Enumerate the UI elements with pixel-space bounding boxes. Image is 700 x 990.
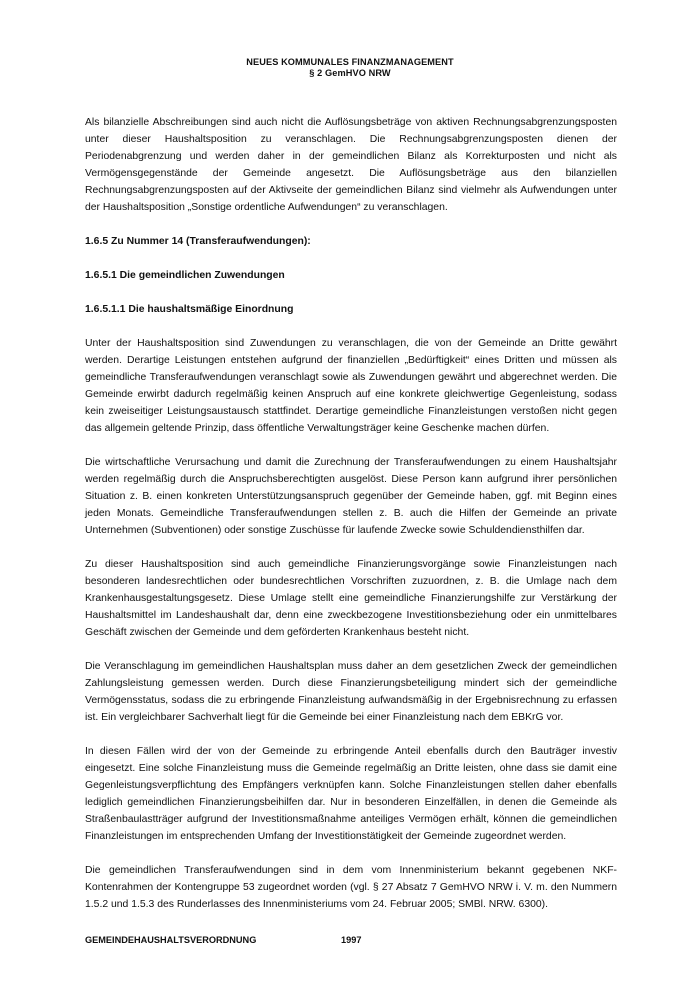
header-section: § 2 GemHVO NRW — [309, 68, 391, 78]
document-body — [85, 114, 617, 930]
header-title: NEUES KOMMUNALES FINANZMANAGEMENT — [246, 57, 454, 67]
heading-section-1-6-5-1: 1.6.5.1 Die gemeindlichen Zuwendungen — [85, 270, 285, 281]
paragraph-2: Die wirtschaftliche Verursachung und damit die Zurechnung der Transferaufwendungen zu einem Haushaltsjahr werden regelmäßig durch die Anspruchsberechtigten ausgelöst. Diese Person kann aufgrund ihrer persönlichen Situation z. B. einen konkreten Unterstützungsanspruch gegenüber der Gemeinde haben, ggf. mit Beginn eines jeden Monats. Gemeindliche Transferaufwendungen stellen z. B. auch die Hilfen der Gemeinde an private Unternehmen (Subventionen) oder sonstige Zuschüsse für laufende Zwecke sowie Schuldendiensthilfen dar. — [85, 457, 617, 536]
footer-title: GEMEINDEHAUSHALTSVERORDNUNG — [85, 935, 257, 945]
paragraph-4: Die Veranschlagung im gemeindlichen Haushaltsplan muss daher an dem gesetzlichen Zweck der gemeindlichen Zahlungsleistung gemessen werden. Durch diese Finanzierungsbeteiligung mindert sich der gemeindliche Vermögensstatus, sodass die zu erbringende Finanzleistung aufwandsmäßig in der Ergebnisrechnung zu erfassen ist. Ein vergleichbarer Sachverhalt liegt für die Gemeinde bei einer Finanzleistung nach dem EBKrG vor. — [85, 661, 617, 723]
paragraph-3: Zu dieser Haushaltsposition sind auch gemeindliche Finanzierungsvorgänge sowie Finanzleistungen nach besonderen landesrechtlichen oder bundesrechtlichen Vorschriften zuzuordnen, z. B. die Umlage nach dem Krankenhausgestaltungsgesetz. Diese Umlage stellt eine gemeindliche Finanzierungshilfe zur Verstärkung der Haushaltsmittel im Landeshaushalt dar, denn eine zweckbezogene Investitionsbeziehung oder ein unmittelbares Geschäft zwischen der Gemeinde und dem geförderten Krankenhaus besteht nicht. — [85, 559, 617, 638]
page-number: 1997 — [341, 935, 362, 945]
page-header — [0, 57, 700, 79]
paragraph-6: Die gemeindlichen Transferaufwendungen sind in dem vom Innenministerium bekannt gegebenen NKF-Kontenrahmen der Kontengruppe 53 zugeordnet worden (vgl. § 27 Absatz 7 GemHVO NRW i. V. m. den Nummern 1.5.2 und 1.5.3 des Runderlasses des Innenministeriums vom 24. Februar 2005; SMBl. NRW. 6300). — [85, 865, 617, 910]
heading-section-1-6-5-1-1: 1.6.5.1.1 Die haushaltsmäßige Einordnung — [85, 304, 294, 315]
paragraph-1: Unter der Haushaltsposition sind Zuwendungen zu veranschlagen, die von der Gemeinde an Dritte gewährt werden. Derartige Leistungen entstehen aufgrund der finanziellen „Bedürftigkeit“ eines Dritten und müssen als gemeindliche Transferaufwendungen veranschlagt sowie als Zuwendungen gewährt und abgerechnet werden. Die Gemeinde erwirbt dadurch regelmäßig keinen Anspruch auf eine konkrete gleichwertige Gegenleistung, sodass kein zweiseitiger Leistungsaustausch stattfindet. Derartige gemeindliche Finanzleistungen verstoßen nicht gegen das allgemein geltende Prinzip, dass öffentliche Verwaltungsträger keine Geschenke machen dürfen. — [85, 338, 617, 434]
heading-section-1-6-5: 1.6.5 Zu Nummer 14 (Transferaufwendungen): — [85, 236, 311, 247]
paragraph-5: In diesen Fällen wird der von der Gemeinde zu erbringende Anteil ebenfalls durch den Bauträger investiv eingesetzt. Eine solche Finanzleistung muss die Gemeinde regelmäßig an Dritte leisten, ohne dass sie damit eine Gegenleistungsverpflichtung des Empfängers verknüpfen kann. Solche Finanzleistungen stellen daher ebenfalls lediglich gemeindlichen Finanzierungsbeihilfen dar. Nur in besonderen Einzelfällen, in denen die Gemeinde als Straßenbaulastträger aufgrund der Investitionsmaßnahme anteiliges Vermögen erhält, können die gemeindlichen Finanzleistungen im entsprechenden Umfang der Investitionstätigkeit der Gemeinde zugeordnet werden. — [85, 746, 617, 842]
page-footer — [85, 935, 617, 946]
paragraph-intro: Als bilanzielle Abschreibungen sind auch nicht die Auflösungsbeträge von aktiven Rechnungsabgrenzungsposten unter dieser Haushaltsposition zu veranschlagen. Die Rechnungsabgrenzungsposten dienen der Periodenabgrenzung und werden daher in der gemeindlichen Bilanz als Korrekturposten und nicht als Vermögensgegenstände der Gemeinde angesetzt. Die Auflösungsbeträge aus den bilanziellen Rechnungsabgrenzungsposten auf der Aktivseite der gemeindlichen Bilanz sind vielmehr als Aufwendungen unter der Haushaltsposition „Sonstige ordentliche Aufwendungen“ zu veranschlagen. — [85, 117, 617, 213]
